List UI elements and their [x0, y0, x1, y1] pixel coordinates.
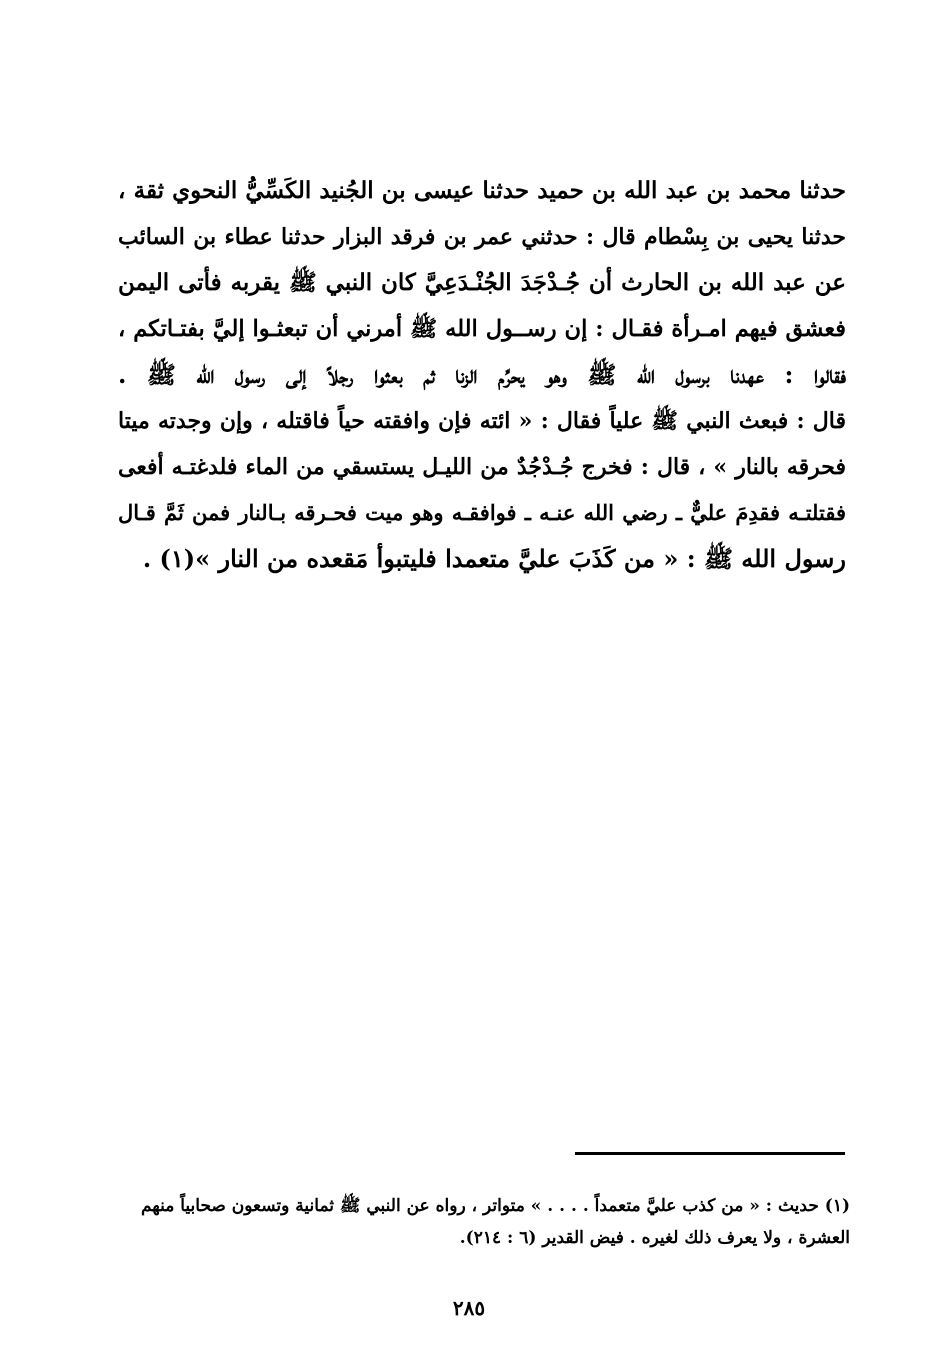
page-number: ٢٨٥	[452, 1296, 486, 1320]
text-line: حدثنا يحيى بن بِسْطام قال : حدثني عمر بن فرقد البزار حدثنا عطاء بن السائب	[118, 224, 846, 250]
text-line: عن عبد الله بن الحارث أن جُـدْجَدَ الجُنْـدَعِيَّ كان النبي ﷺ يقربه فأتى اليمن	[118, 269, 846, 296]
footnote-line: (١) حديث : « من كذب عليَّ متعمداً . . . . » متواتر ، رواه عن النبي ﷺ ثمانية وتسعون صحابياً منهم	[140, 1196, 850, 1216]
text-line: رسول الله ﷺ : « من كَذَبَ عليَّ متعمدا فليتبوأ مَقعده من النار »(١) .	[142, 544, 846, 573]
text-line: فقالوا : عهدنا برسول الله ﷺ وهو يحرِّم الزنا ثم بعثوا رجلاً إلى رسول الله ﷺ .	[118, 360, 846, 389]
footnotes	[125, 1190, 850, 1254]
text-line: قال : فبعث النبي ﷺ علياً فقال : « ائته فإن وافقته حياً فاقتله ، وإن وجدته ميتا	[118, 408, 846, 434]
text-line: حدثنا محمد بن عبد الله بن حميد حدثنا عيسى بن الجُنيد الكَسِّيُّ النحوي ثقة ،	[118, 177, 846, 204]
footnote-separator	[575, 1152, 845, 1155]
main-text	[118, 168, 846, 582]
footnote-line: العشرة ، ولا يعرف ذلك لغيره . فيض القدير (٦ : ٢١٤).	[459, 1228, 850, 1248]
text-line: فعشق فيهم امـرأة فقـال : إن رســول الله ﷺ أمرني أن تبعثـوا إليَّ بفتـاتكم ،	[118, 316, 846, 342]
text-line: فحرقه بالنار » ، قال : فخرج جُـدْجُدٌ من الليـل يستسقي من الماء فلدغتـه أفعى	[118, 454, 846, 480]
text-line: فقتلتـه فقدِمَ عليٌّ ـ رضي الله عنـه ـ فوافقـه وهو ميت فحـرقه بـالنار فمن ثَمَّ قـال	[118, 500, 846, 525]
